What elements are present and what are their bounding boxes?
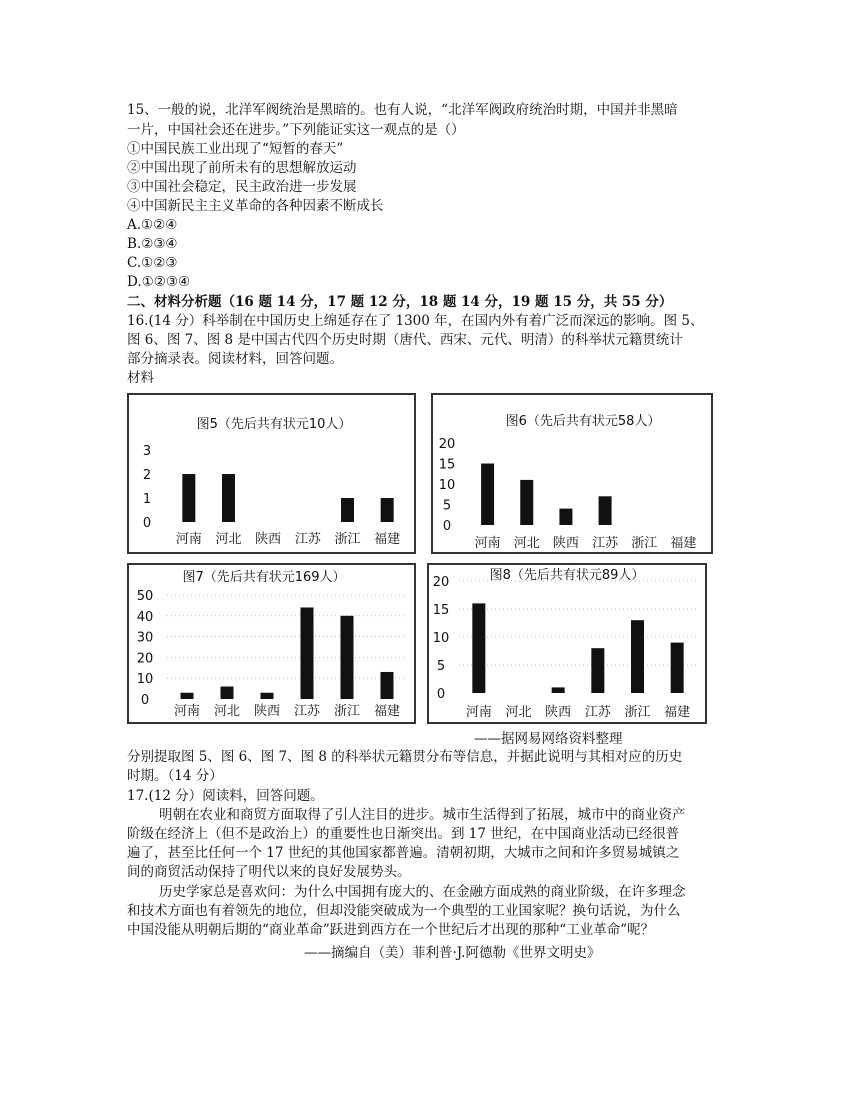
q15-item-4: ④中国新民主主义革命的各种因素不断成长 bbox=[127, 198, 384, 214]
category-label: 河南 bbox=[173, 704, 201, 719]
bar-陕西 bbox=[261, 693, 274, 699]
bar-河南 bbox=[481, 464, 494, 526]
q16-line1: 16.(14 分）科举制在中国历史上绵延存在了 1300 年，在国内外有着广泛而深远的影响。图 5、 bbox=[127, 313, 704, 329]
category-label: 浙江 bbox=[334, 532, 361, 547]
q17-source: ——摘编自（美）菲利普·J.阿德勒《世界文明史》 bbox=[304, 945, 601, 961]
q15-item-2: ②中国出现了前所未有的思想解放运动 bbox=[127, 160, 357, 176]
category-label: 浙江 bbox=[624, 705, 651, 720]
y-tick-label: 30 bbox=[136, 630, 154, 646]
q15-stem-line1: 15、一般的说，北洋军阀统治是黑暗的。也有人说，“北洋军阀政府统治时期，中国并非黑暗 bbox=[127, 102, 678, 118]
section2-heading: 二、材料分析题（16 题 14 分，17 题 12 分，18 题 14 分，19 题 15 分，共 55 分） bbox=[127, 294, 673, 310]
bar-陕西 bbox=[552, 687, 565, 693]
category-label: 陕西 bbox=[253, 704, 281, 719]
chart-fig7 bbox=[127, 563, 416, 724]
q16-task-line1: 分别提取图 5、图 6、图 7、图 8 的科举状元籍贯分布等信息，并据此说明与其相对应的历史 bbox=[127, 749, 683, 765]
bar-河南 bbox=[182, 474, 195, 522]
category-label: 陕西 bbox=[545, 705, 572, 720]
q17-para2-line2: 和技术方面也有着领先的地位，但却没能突破成为一个典型的工业国家呢？换句话说，为什么 bbox=[127, 903, 681, 919]
category-label: 福建 bbox=[374, 532, 401, 547]
chart-fig5 bbox=[127, 393, 416, 554]
y-tick-label: 20 bbox=[136, 651, 154, 667]
category-label: 河北 bbox=[213, 704, 241, 719]
chart-title: 图5（先后共有状元10人） bbox=[196, 417, 352, 432]
category-label: 福建 bbox=[664, 705, 691, 720]
chart-svg bbox=[129, 565, 414, 722]
q16-line2: 图 6、图 7、图 8 是中国古代四个历史时期（唐代、西宋、元代、明清）的科举状元籍贯统计 bbox=[127, 332, 683, 348]
bar-福建 bbox=[381, 498, 394, 522]
bar-浙江 bbox=[341, 616, 354, 699]
q17-para1-line4: 间的商贸活动保持了明代以来的良好发展势头。 bbox=[127, 864, 411, 880]
chart-title: 图7（先后共有状元169人） bbox=[182, 570, 346, 585]
q15-option-b: B.②③④ bbox=[127, 236, 178, 252]
category-label: 福建 bbox=[373, 704, 401, 719]
y-tick-label: 0 bbox=[142, 516, 152, 531]
bar-江苏 bbox=[599, 496, 612, 525]
chart-svg bbox=[129, 395, 414, 552]
q15-option-d: D.①②③④ bbox=[127, 274, 191, 290]
chart-fig6 bbox=[431, 393, 713, 554]
y-tick-label: 0 bbox=[436, 687, 446, 702]
y-tick-label: 20 bbox=[432, 575, 450, 590]
bar-浙江 bbox=[341, 498, 354, 522]
bar-福建 bbox=[671, 643, 684, 693]
category-label: 河南 bbox=[175, 532, 202, 547]
chart-svg bbox=[433, 395, 711, 552]
q15-option-a: A.①②④ bbox=[127, 217, 178, 233]
category-label: 河北 bbox=[505, 705, 532, 720]
q17-para1-line1: 明朝在农业和商贸方面取得了引人注目的进步。城市生活得到了拓展，城市中的商业资产 bbox=[159, 807, 686, 823]
bar-河北 bbox=[520, 480, 533, 525]
category-label: 江苏 bbox=[293, 704, 321, 719]
q17-para2-line1: 历史学家总是喜欢问：为什么中国拥有庞大的、在金融方面成熟的商业阶级，在许多理念 bbox=[159, 884, 686, 900]
bar-陕西 bbox=[559, 509, 572, 525]
bar-河南 bbox=[472, 603, 485, 693]
y-tick-label: 5 bbox=[442, 498, 452, 514]
category-label: 浙江 bbox=[333, 704, 361, 719]
chart-svg bbox=[429, 565, 705, 722]
q16-task-line2: 时期。（14 分） bbox=[127, 768, 223, 784]
q17-heading: 17.(12 分）阅读料，回答问题。 bbox=[127, 788, 324, 804]
y-tick-label: 5 bbox=[436, 659, 446, 674]
category-label: 江苏 bbox=[592, 536, 619, 551]
bar-江苏 bbox=[591, 648, 604, 693]
q17-para1-line2: 阶级在经济上（但不是政治上）的重要性也日渐突出。到 17 世纪，在中国商业活动已经很普 bbox=[127, 826, 680, 842]
y-tick-label: 15 bbox=[432, 603, 450, 618]
q15-option-c: C.①②③ bbox=[127, 255, 178, 271]
bar-福建 bbox=[381, 672, 394, 699]
y-tick-label: 15 bbox=[438, 457, 456, 473]
category-label: 江苏 bbox=[294, 532, 321, 547]
chart-source: ——据网易网络资料整理 bbox=[474, 731, 623, 747]
y-tick-label: 20 bbox=[438, 437, 456, 452]
chart-title: 图6（先后共有状元58人） bbox=[505, 414, 661, 429]
chart-fig8 bbox=[427, 563, 707, 724]
q17-para1-line3: 遍了，甚至比任何一个 17 世纪的其他国家都普遍。清朝初期，大城市之间和许多贸易城镇之 bbox=[127, 845, 680, 861]
category-label: 江苏 bbox=[584, 705, 611, 720]
q17-para2-line3: 中国没能从明朝后期的“商业革命”跃进到西方在一个世纪后才出现的那种“工业革命”呢？ bbox=[127, 922, 655, 938]
category-label: 陕西 bbox=[255, 532, 282, 547]
y-tick-label: 0 bbox=[442, 519, 452, 534]
category-label: 浙江 bbox=[631, 536, 658, 551]
y-tick-label: 10 bbox=[438, 478, 456, 493]
bar-河北 bbox=[222, 474, 235, 522]
chart-title: 图8（先后共有状元89人） bbox=[489, 568, 645, 583]
y-tick-label: 50 bbox=[136, 589, 154, 604]
y-tick-label: 1 bbox=[142, 492, 152, 507]
category-label: 陕西 bbox=[552, 536, 579, 551]
y-tick-label: 10 bbox=[136, 672, 154, 688]
category-label: 河南 bbox=[474, 536, 501, 551]
y-tick-label: 2 bbox=[142, 468, 152, 483]
q15-item-3: ③中国社会稳定，民主政治进一步发展 bbox=[127, 179, 357, 195]
q16-line3: 部分摘录表。阅读材料，回答问题。 bbox=[127, 351, 343, 367]
y-tick-label: 40 bbox=[136, 609, 154, 625]
bar-浙江 bbox=[631, 620, 644, 693]
category-label: 河南 bbox=[465, 705, 492, 720]
y-tick-label: 3 bbox=[142, 444, 152, 459]
category-label: 河北 bbox=[513, 536, 540, 551]
q15-stem-line2: 一片，中国社会还在进步。”下列能证实这一观点的是（） bbox=[127, 122, 465, 138]
category-label: 福建 bbox=[670, 536, 697, 551]
bar-河北 bbox=[221, 687, 234, 699]
bar-江苏 bbox=[301, 607, 314, 699]
material-label: 材料 bbox=[127, 370, 154, 386]
category-label: 河北 bbox=[215, 532, 242, 547]
bar-河南 bbox=[181, 693, 194, 699]
q15-item-1: ①中国民族工业出现了“短暂的春天” bbox=[127, 141, 344, 157]
y-tick-label: 10 bbox=[432, 631, 450, 646]
y-tick-label: 0 bbox=[140, 693, 150, 708]
